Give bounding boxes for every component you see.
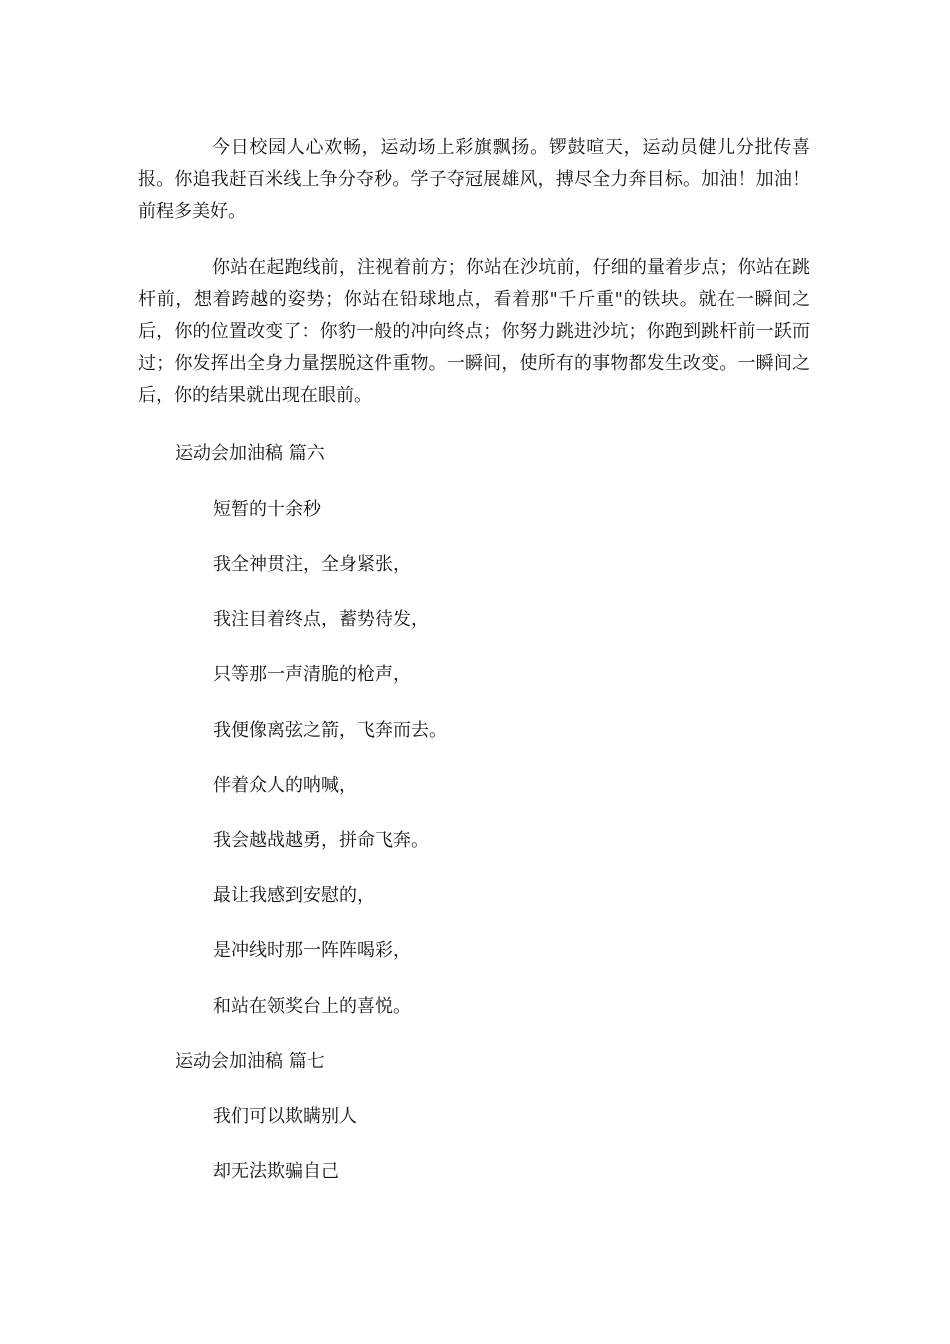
poem-line: 我全神贯注，全身紧张， (213, 554, 411, 575)
poem-line: 我会越战越勇，拼命飞奔。 (213, 830, 429, 851)
poem-line: 和站在领奖台上的喜悦。 (213, 996, 411, 1017)
poem-line: 却无法欺骗自己 (213, 1161, 339, 1182)
poem-line: 只等那一声清脆的枪声， (213, 664, 411, 685)
poem-line: 我们可以欺瞒别人 (213, 1106, 357, 1127)
poem-line: 伴着众人的呐喊， (213, 775, 357, 796)
paragraph-1: 今日校园人心欢畅，运动场上彩旗飘扬。锣鼓喧天，运动员健儿分批传喜报。你追我赶百米线上争分夺秒。学子夺冠展雄风，搏尽全力奔目标。加油！加油！前程多美好。 (138, 137, 810, 222)
section-heading-6: 运动会加油稿 篇六 (175, 443, 325, 464)
paragraph-2: 你站在起跑线前，注视着前方；你站在沙坑前，仔细的量着步点；你站在跳杆前，想着跨越的姿势；你站在铅球地点，看着那"千斤重"的铁块。就在一瞬间之后，你的位置改变了：你豹一般的冲向终点；你努力跳进沙坑；你跑到跳杆前一跃而过；你发挥出全身力量摆脱这件重物。一瞬间，使所有的事物都发生改变。一瞬间之后，你的结果就出现在眼前。 (138, 257, 810, 406)
poem-line: 是冲线时那一阵阵喝彩， (213, 940, 411, 961)
poem-line: 短暂的十余秒 (213, 499, 321, 520)
poem-line: 我注目着终点，蓄势待发， (213, 609, 429, 630)
poem-line: 我便像离弦之箭，飞奔而去。 (213, 720, 447, 741)
section-heading-7: 运动会加油稿 篇七 (175, 1051, 325, 1072)
poem-line: 最让我感到安慰的， (213, 885, 375, 906)
